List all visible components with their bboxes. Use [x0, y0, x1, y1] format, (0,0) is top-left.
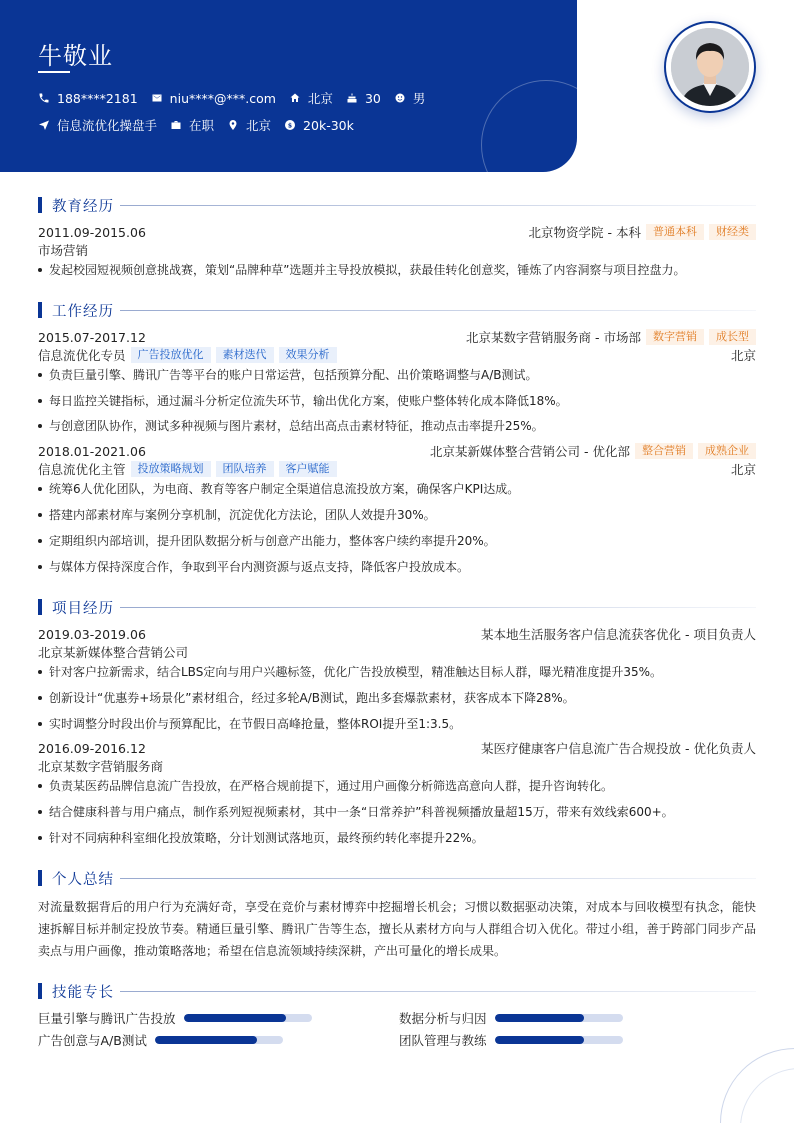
section-marker: [38, 983, 42, 999]
header-banner: [0, 0, 577, 172]
skill-bar-fill: [155, 1036, 257, 1044]
work-bullet: 每日监控关键指标，通过漏斗分析定位流失环节，输出优化方案，使账户整体转化成本降低18%。: [38, 393, 756, 409]
project-bullet: 针对客户拉新需求，结合LBS定向与用户兴趣标签，优化广告投放模型，精准触达目标人群，曝光精准度提升35%。: [38, 664, 756, 680]
education-tag: 财经类: [709, 224, 756, 240]
project-org-row: [38, 758, 756, 774]
contact-row: [38, 89, 438, 107]
skill-item: [38, 1010, 312, 1026]
age-info: [346, 91, 381, 106]
position-text: 信息流优化操盘手: [57, 118, 158, 133]
section-title-skills: 技能专长: [38, 983, 114, 999]
work-bullet: 搭建内部素材库与案例分享机制，沉淀优化方法论，团队人效提升30%。: [38, 507, 756, 523]
skill-name: 团队管理与教练: [399, 1033, 487, 1048]
company-tag: 成熟企业: [698, 443, 756, 459]
skill-name: 巨量引擎与腾讯广告投放: [38, 1011, 176, 1026]
salary-text: 20k-30k: [303, 117, 354, 133]
salary-icon: [284, 119, 296, 131]
section-marker: [38, 197, 42, 213]
role-tag: 素材迭代: [216, 347, 274, 363]
work-role: 信息流优化主管: [38, 462, 126, 477]
location-pin-icon: [227, 119, 239, 131]
phone-icon: [38, 92, 50, 104]
project-title: 某本地生活服务客户信息流获客优化 - 项目负责人: [481, 627, 756, 642]
project-org: 北京某数字营销服务商: [38, 759, 164, 774]
work-period: 2015.07-2017.12: [38, 329, 146, 345]
section-divider: [120, 991, 756, 992]
home-icon: [289, 92, 301, 104]
role-tag: 客户赋能: [279, 461, 337, 477]
phone-text: 188****2181: [57, 90, 138, 106]
section-title-summary: 个人总结: [38, 870, 114, 886]
home-info: [289, 89, 333, 107]
work-bullet: 负责巨量引擎、腾讯广告等平台的账户日常运营，包括预算分配、出价策略调整与A/B测试。: [38, 367, 756, 383]
name-underline: [38, 71, 70, 73]
skill-bar-fill: [495, 1014, 585, 1022]
summary-text: 对流量数据背后的用户行为充满好奇，享受在竞价与素材博弈中挖掘增长机会；习惯以数据驱动决策，对成本与回收模型有执念，能快速拆解目标并制定投放节奏。精通巨量引擎、腾讯广告等生态，擅长从素材方向与人群组合切入优化。带过小组，善于跨部门同步产品卖点与用户画像，推动策略落地；希望在信息流领域持续深耕，产出可量化的增长成果。: [38, 900, 756, 958]
role-tag: 效果分析: [279, 347, 337, 363]
work-role-row: [38, 461, 756, 477]
position-info: [38, 116, 157, 134]
skill-bar: [184, 1014, 312, 1022]
project-header-row: [38, 740, 756, 756]
role-tag: 投放策略规划: [131, 461, 211, 477]
project-org-row: [38, 644, 756, 660]
work-city: 北京: [730, 348, 756, 363]
work-bullet: 与创意团队协作，测试多种视频与图片素材，总结出高点击素材特征，推动点击率提升25%。: [38, 418, 756, 434]
status-info: [170, 116, 214, 134]
education-period: 2011.09-2015.06: [38, 224, 146, 240]
phone-info: [38, 91, 138, 106]
city-info: [227, 116, 271, 134]
cake-icon: [346, 92, 358, 104]
avatar-frame: [664, 21, 756, 113]
skill-item: [38, 1032, 283, 1048]
decor-circle: [481, 80, 577, 172]
skill-bar: [155, 1036, 283, 1044]
section-divider: [120, 310, 756, 311]
salary-info: [284, 118, 354, 133]
skill-bar: [495, 1014, 623, 1022]
company-tag: 整合营销: [635, 443, 693, 459]
company-tag: 数字营销: [646, 329, 704, 345]
role-tag: 广告投放优化: [131, 347, 211, 363]
section-divider: [120, 607, 756, 608]
gender-info: [394, 89, 426, 107]
project-period: 2016.09-2016.12: [38, 740, 146, 756]
section-title-work: 工作经历: [38, 302, 114, 318]
skill-bar: [495, 1036, 623, 1044]
work-bullet: 统筹6人优化团队，为电商、教育等客户制定全渠道信息流投放方案，确保客户KPI达成。: [38, 481, 756, 497]
work-bullet: 定期组织内部培训，提升团队数据分析与创意产出能力，整体客户续约率提升20%。: [38, 533, 756, 549]
project-bullet: 创新设计“优惠券+场景化”素材组合，经过多轮A/B测试，跑出多套爆款素材，获客成本下降28%。: [38, 690, 756, 706]
education-tag: 普通本科: [646, 224, 704, 240]
svg-text:$: $: [287, 122, 293, 130]
education-major-row: [38, 242, 756, 258]
project-period: 2019.03-2019.06: [38, 626, 146, 642]
email-text: niu****@***.com: [169, 90, 276, 106]
work-period: 2018.01-2021.06: [38, 443, 146, 459]
send-icon: [38, 119, 50, 131]
mail-icon: [151, 92, 163, 104]
briefcase-icon: [170, 119, 182, 131]
role-tag: 团队培养: [216, 461, 274, 477]
email-info: [151, 91, 276, 106]
job-intent-row: [38, 116, 367, 134]
project-bullet: 负责某医药品牌信息流广告投放，在严格合规前提下，通过用户画像分析筛选高意向人群，提升咨询转化。: [38, 778, 756, 794]
company-tag: 成长型: [709, 329, 756, 345]
work-company: 北京某新媒体整合营销公司 - 优化部: [430, 444, 630, 459]
skill-name: 数据分析与归因: [399, 1011, 487, 1026]
section-title-education: 教育经历: [38, 197, 114, 213]
home-text: 北京: [307, 91, 333, 106]
gender-text: 男: [412, 91, 426, 106]
project-org: 北京某新媒体整合营销公司: [38, 645, 189, 660]
age-text: 30: [364, 90, 381, 106]
work-role: 信息流优化专员: [38, 348, 126, 363]
skill-item: [399, 1032, 623, 1048]
section-title-project: 项目经历: [38, 599, 114, 615]
project-header-row: [38, 626, 756, 642]
work-company: 北京某数字营销服务商 - 市场部: [466, 330, 641, 345]
gender-icon: [394, 92, 406, 104]
section-divider: [120, 878, 756, 879]
education-school: 北京物资学院 - 本科: [528, 225, 641, 240]
work-role-row: [38, 347, 756, 363]
project-bullet: 针对不同病种科室细化投放策略，分计划测试落地页，最终预约转化率提升22%。: [38, 830, 756, 846]
skill-bar-fill: [184, 1014, 286, 1022]
project-title: 某医疗健康客户信息流广告合规投放 - 优化负责人: [481, 741, 756, 756]
project-bullet: 实时调整分时段出价与预算配比，在节假日高峰抢量，整体ROI提升至1:3.5。: [38, 716, 756, 732]
section-divider: [120, 205, 756, 206]
section-marker: [38, 302, 42, 318]
education-major: 市场营销: [38, 243, 89, 258]
skill-item: [399, 1010, 623, 1026]
section-marker: [38, 599, 42, 615]
avatar: [671, 28, 749, 106]
work-city: 北京: [730, 462, 756, 477]
project-bullet: 结合健康科普与用户痛点，制作系列短视频素材，其中一条“日常养护”科普视频播放量超15万，带来有效线索600+。: [38, 804, 756, 820]
status-text: 在职: [189, 118, 215, 133]
section-marker: [38, 870, 42, 886]
work-header-row: [38, 443, 756, 459]
education-header-row: [38, 224, 756, 240]
education-bullet: 发起校园短视频创意挑战赛，策划“品牌种草”选题并主导投放模拟，获最佳转化创意奖，锤炼了内容洞察与项目控盘力。: [38, 262, 756, 278]
candidate-name: 牛敬业: [38, 42, 113, 70]
skill-bar-fill: [495, 1036, 585, 1044]
work-bullet: 与媒体方保持深度合作，争取到平台内测资源与返点支持，降低客户投放成本。: [38, 559, 756, 575]
skill-name: 广告创意与A/B测试: [38, 1033, 147, 1048]
work-header-row: [38, 329, 756, 345]
city-text: 北京: [246, 118, 272, 133]
